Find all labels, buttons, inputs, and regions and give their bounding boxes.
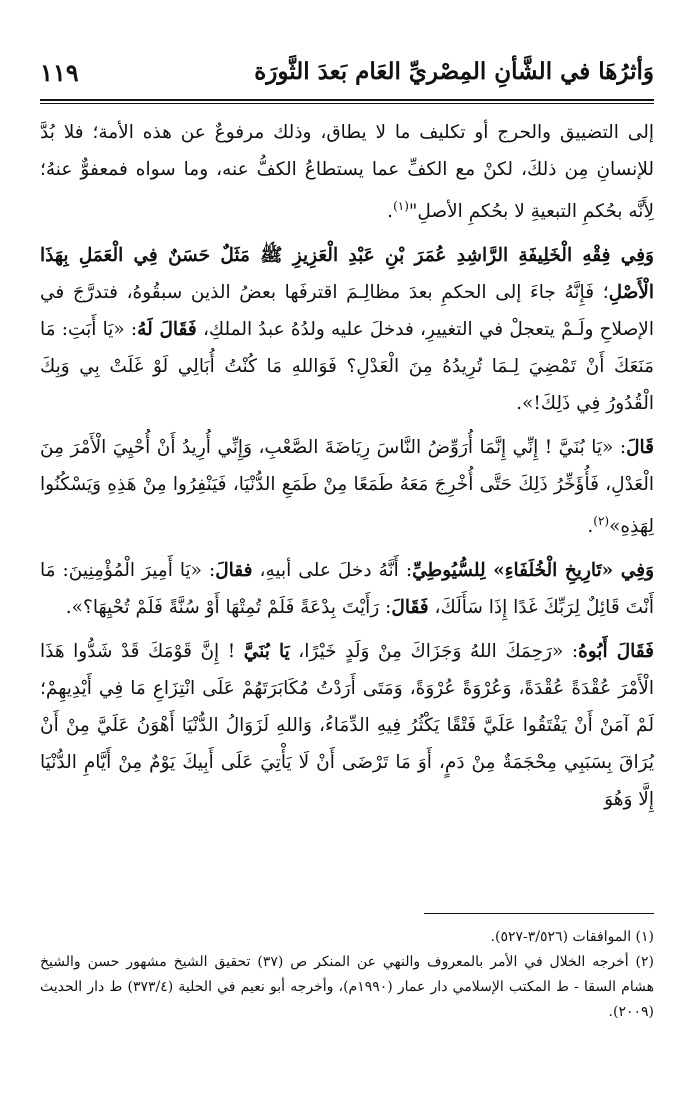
paragraph-2-heading: وَفِي فِقْهِ الْخَلِيفَةِ الرَّاشِدِ عُمَرَ بْنِ عَبْدِ الْعَزِيزِ ﷺ مَثَلٌ حَسَنٌ فِي الْعَمَلِ بِهَذَا الْأَصْلِ <box>40 245 654 304</box>
footnote-rule <box>424 913 654 914</box>
running-header <box>40 58 654 98</box>
paragraph-5-text-2: ! إِنَّ قَوْمَكَ قَدْ شَدُّوا هَذَا الْأَمْرَ عُقْدَةً عُقْدَةً، وَعُرْوَةً عُرْوَةً، وَمَتَى أَرَدْتُ مُكَابَرَتَهُمْ عَلَى انْتِزَاعِ مَا فِي أَيْدِيهِمْ؛ لَمْ آمَنْ أَنْ يَفْتَقُوا عَلَيَّ فَتْقًا يَكْثُرُ فِيهِ الدِّمَاءُ، وَاللهِ لَزَوَالُ الدُّنْيَا أَهْوَنُ عَلَيَّ مِنْ أَنْ يُرَاقَ بِسَبَبِي مِحْجَمَةٌ مِنْ دَمٍ، أَوَ مَا تَرْضَى أَنْ لَا يَأْتِيَ عَلَى أَبِيكَ يَوْمٌ مِنْ أَيَّامِ الدُّنْيَا إِلَّا وَهُوَ <box>40 641 654 811</box>
paragraph-4 <box>40 552 654 626</box>
paragraph-4-heading: وَفِي «تَارِيخِ الْخُلَفَاءِ» لِلسُّيُوطِيِّ <box>412 560 655 582</box>
paragraph-1 <box>40 114 654 230</box>
paragraph-3 <box>40 429 654 545</box>
paragraph-5-heading: فَقَالَ أَبُوهُ <box>578 641 654 663</box>
paragraph-4-text-3: : رَأَيْتَ بِدْعَةً فَلَمْ تُمِتْهَا أَوْ سُنَّةً فَلَمْ تُحْيِهَا؟». <box>65 597 392 619</box>
body-text <box>40 114 654 825</box>
footnote-2: (٢) أخرجه الخلال في الأمر بالمعروف والنهي عن المنكر ص (٣٧) تحقيق الشيخ مشهور حسن والشيخ هشام السقا - ط المكتب الإسلامي دار عمار (١٩٩٠م)، وأخرجه أبو نعيم في الحلية (٣٧٣/٤) ط دار الحديث (٢٠٠٩). <box>40 954 655 1020</box>
paragraph-3-text: : «يَا بُنَيَّ ! إِنِّي إِنَّمَا أُرَوِّضُ النَّاسَ رِيَاضَةَ الصَّعْبِ، وَإِنِّي أُرِيدُ أَنْ أُحْيِيَ الْأَمْرَ مِنَ الْعَدْلِ، فَأُؤَخِّرُ ذَلِكَ حَتَّى أُخْرِجَ مَعَهُ طَمَعًا مِنْ طَمَعِ الدُّنْيَا، فَيَنْفِرُوا مِنْ هَذِهِ وَيَسْكُنُوا لِهَذِهِ» <box>40 437 654 538</box>
paragraph-1-text: إلى التضييق والحرج أو تكليف ما لا يطاق، وذلك مرفوعٌ عن هذه الأمة؛ فلا بُدَّ للإنسانِ مِن ذلكَ، لكنْ مع الكفِّ عما يستطاعُ الكفُّ عنه، وما سواه فمعفوٌّ عنهُ؛ لِأَنَّه بحُكمِ التبعيةِ لا بحُكمِ الأصلِ" <box>40 122 654 223</box>
header-rule-thin <box>40 103 654 104</box>
paragraph-4-said: فقالَ <box>215 560 253 582</box>
paragraph-5-text-1: : «رَحِمَكَ اللهُ وَجَزَاكَ مِنْ وَلَدٍ خَيْرًا، <box>289 641 579 663</box>
paragraph-2-text: ؛ فَإِنَّهُ جاءَ إلى الحكمِ بعدَ مظالِـمَ اقترفَها بعضُ الذين سبقُوهُ، فتدرَّجَ في الإصلاحِ ولَـمْ يتعجلْ في التغييرِ، فدخلَ عليه ولدُهُ عبدُ الملكِ، <box>40 282 654 341</box>
header-title: وَأثرُهَا في الشَّأنِ المِصْريِّ العَام بَعدَ الثَّورَة <box>254 58 654 85</box>
paragraph-5-son: يَا بُنَيَّ <box>243 641 290 663</box>
paragraph-5 <box>40 633 654 818</box>
header-rule <box>40 99 654 101</box>
paragraph-1-end: . <box>387 201 394 223</box>
footnote-ref-2: (٢) <box>593 514 610 529</box>
paragraph-2-said: فَقَالَ لَهُ <box>137 319 197 341</box>
paragraph-4-said-2: فَقَالَ <box>391 597 429 619</box>
footnotes <box>40 925 654 1025</box>
paragraph-3-end: . <box>587 516 594 538</box>
page-number: ١١٩ <box>40 58 79 87</box>
paragraph-2-quote: : «يَا أَبَتِ: مَا مَنَعَكَ أَنْ تَمْضِيَ لِـمَا تُرِيدُهُ مِنَ الْعَدْلِ؟ فَوَاللهِ مَا كُنْتُ أُبَالِي لَوْ غَلَتْ بِي وَبِكَ الْقُدُورُ فِي ذَلِكَ!». <box>40 319 654 415</box>
footnote-ref-1: (١) <box>393 199 409 213</box>
footnote-1: (١) الموافقات (٣/٥٢٦-٥٢٧). <box>490 929 654 945</box>
paragraph-4-text-2: : «يَا أَمِيرَ الْمُؤْمِنِينَ: مَا أَنْتَ قَائِلٌ لِرَبِّكَ غَدًا إِذَا سَأَلَكَ، <box>40 560 654 619</box>
paragraph-4-text-1: : أَنَّهُ دخلَ على أبيهِ، <box>252 560 413 582</box>
paragraph-2 <box>40 237 654 422</box>
paragraph-3-said: قَالَ <box>626 437 654 459</box>
